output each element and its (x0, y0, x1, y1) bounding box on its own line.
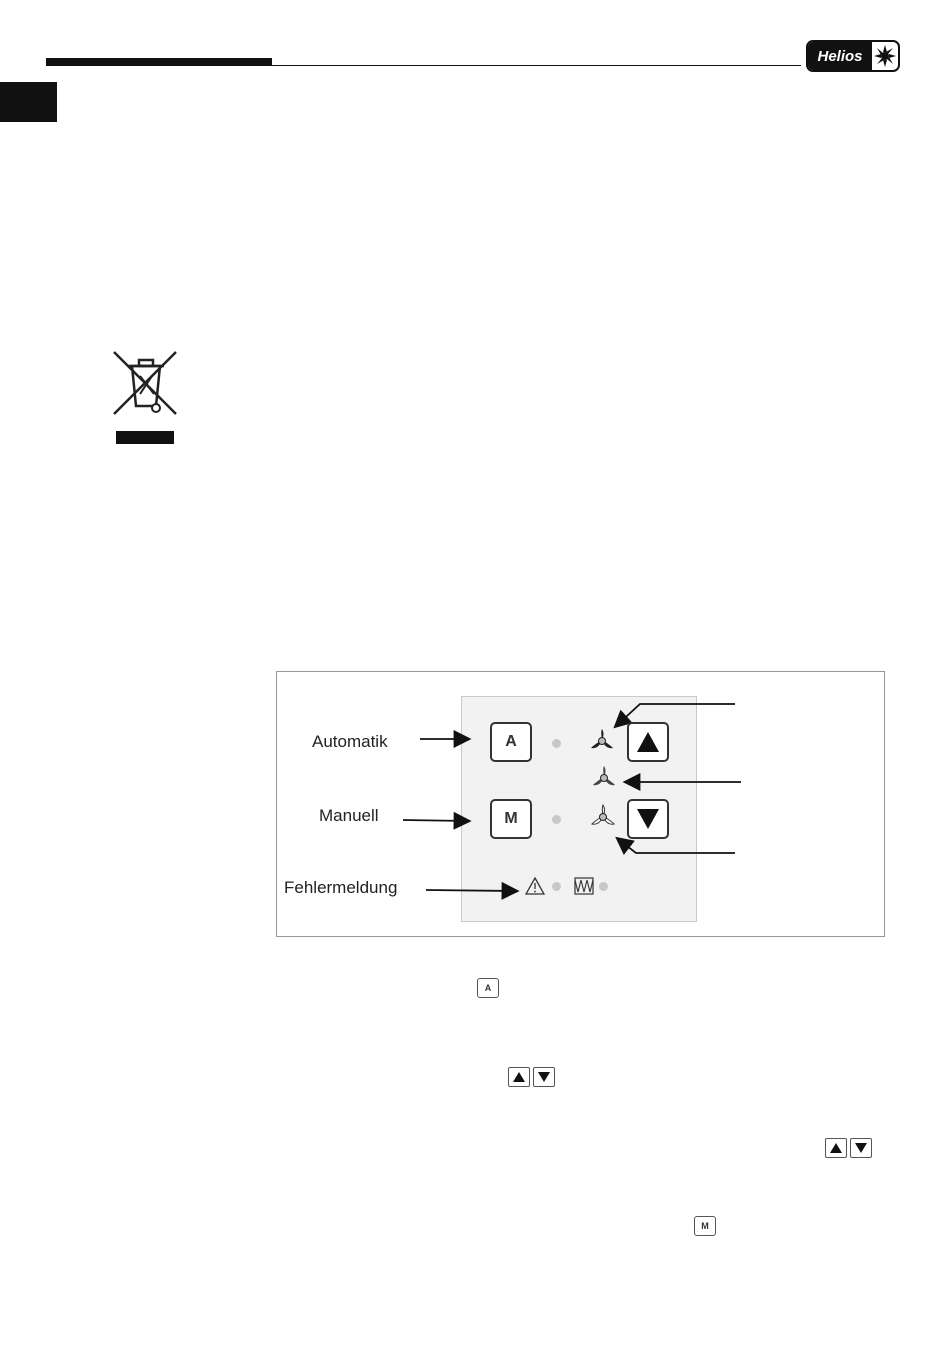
warning-icon (525, 877, 545, 900)
fan-level-3-icon (589, 728, 615, 759)
triangle-down-icon (538, 1072, 550, 1082)
filter-led (599, 882, 608, 891)
fan-logo-icon (872, 44, 898, 68)
fan-level-2-icon (591, 765, 617, 796)
warning-led (552, 882, 561, 891)
helios-logo (806, 40, 900, 72)
fan-up-button[interactable] (627, 722, 669, 762)
inline-down-key-2 (850, 1138, 872, 1158)
crossed-out-bin-icon (110, 348, 180, 418)
inline-manual-key: M (694, 1216, 716, 1236)
inline-down-key (533, 1067, 555, 1087)
weee-bar (116, 431, 174, 444)
automatic-led (552, 739, 561, 748)
filter-icon (574, 877, 594, 900)
manual-button[interactable]: M (490, 799, 532, 839)
manual-led (552, 815, 561, 824)
label-fehlermeldung: Fehlermeldung (284, 878, 398, 897)
fan-down-button[interactable] (627, 799, 669, 839)
triangle-down-icon (636, 808, 660, 830)
header-rule (46, 65, 801, 66)
fan-level-1-icon (590, 804, 616, 835)
label-manuell: Manuell (319, 806, 379, 825)
logo-wordmark: Helios (808, 42, 872, 70)
triangle-up-icon (636, 731, 660, 753)
label-automatik: Automatik (312, 732, 388, 751)
triangle-down-icon (855, 1143, 867, 1153)
triangle-up-icon (830, 1143, 842, 1153)
inline-automatic-key: A (477, 978, 499, 998)
inline-up-key (508, 1067, 530, 1087)
inline-up-key-2 (825, 1138, 847, 1158)
triangle-up-icon (513, 1072, 525, 1082)
language-tab (0, 82, 57, 122)
automatic-button[interactable]: A (490, 722, 532, 762)
